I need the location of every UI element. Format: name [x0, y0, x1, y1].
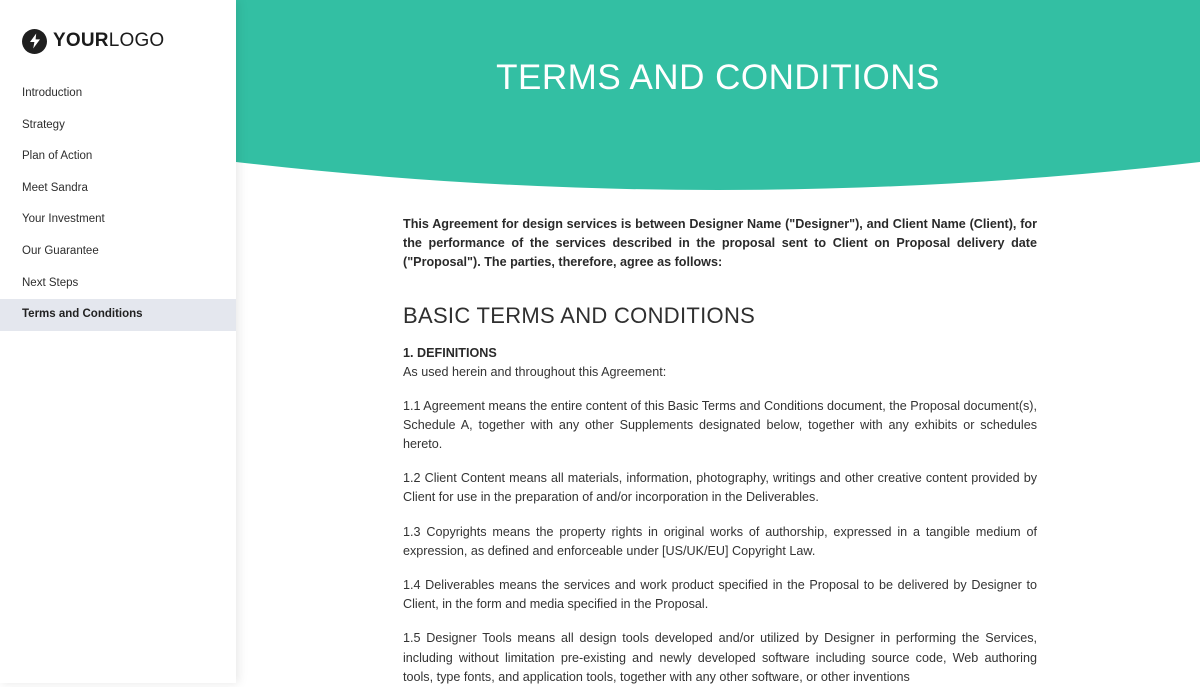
- sidebar-item-introduction[interactable]: Introduction: [22, 87, 83, 99]
- definitions-lead: As used herein and throughout this Agreement:: [403, 364, 667, 379]
- sidebar: [0, 0, 236, 683]
- sidebar-item-strategy[interactable]: Strategy: [22, 118, 65, 131]
- sidebar-item-terms-and-conditions[interactable]: Terms and Conditions: [0, 299, 236, 331]
- paragraph-1-4: 1.4 Deliverables means the services and work product specified in the Proposal to be delivered by Designer to Client, in the form and media specified in the Proposal.: [403, 578, 1037, 612]
- sidebar-nav: [0, 78, 236, 331]
- definitions-heading: 1. DEFINITIONS: [403, 345, 497, 360]
- sidebar-item-meet-sandra[interactable]: Meet Sandra: [22, 181, 88, 194]
- sidebar-item-your-investment[interactable]: Your Investment: [22, 213, 105, 226]
- paragraph-1-2: 1.2 Client Content means all materials, information, photography, writings and other creative content provided by Client for use in the preparation of and/or incorporation in the Deliverables.: [403, 471, 1037, 505]
- intro-paragraph: This Agreement for design services is between Designer Name ("Designer"), and Client Name (Client), for the performance of the services described in the proposal sent to Client on Proposal delivery date ("Proposal"). The parties, therefore, agree as follows:: [403, 217, 1037, 270]
- header-curve: [236, 0, 1200, 200]
- paragraph-1-5: 1.5 Designer Tools means all design tools developed and/or utilized by Designer in performing the Services, including without limitation pre-existing and newly developed software including source code, Web authoring tools, type fonts, and application tools, together with any other software, or other inventions: [403, 631, 1037, 684]
- page-title: TERMS AND CONDITIONS: [496, 58, 940, 97]
- sidebar-item-our-guarantee[interactable]: Our Guarantee: [22, 244, 99, 257]
- section-heading: BASIC TERMS AND CONDITIONS: [403, 302, 756, 328]
- logo[interactable]: [22, 28, 164, 54]
- sidebar-item-plan-of-action[interactable]: Plan of Action: [22, 150, 93, 163]
- document-body: [403, 215, 1037, 687]
- paragraph-1-1: 1.1 Agreement means the entire content of this Basic Terms and Conditions document, the Proposal document(s), Schedule A, together with any other Supplements designated below, together with any exhibits or schedules hereto.: [403, 398, 1037, 452]
- header-banner: [236, 0, 1200, 200]
- lightning-bolt-icon: [22, 29, 47, 54]
- paragraph-1-3: 1.3 Copyrights means the property rights in original works of authorship, expressed in a tangible medium of expression, as defined and enforceable under [US/UK/EU] Copyright Law.: [403, 524, 1037, 558]
- logo-text: YOURLOGO: [53, 30, 165, 51]
- sidebar-item-next-steps[interactable]: Next Steps: [22, 276, 79, 289]
